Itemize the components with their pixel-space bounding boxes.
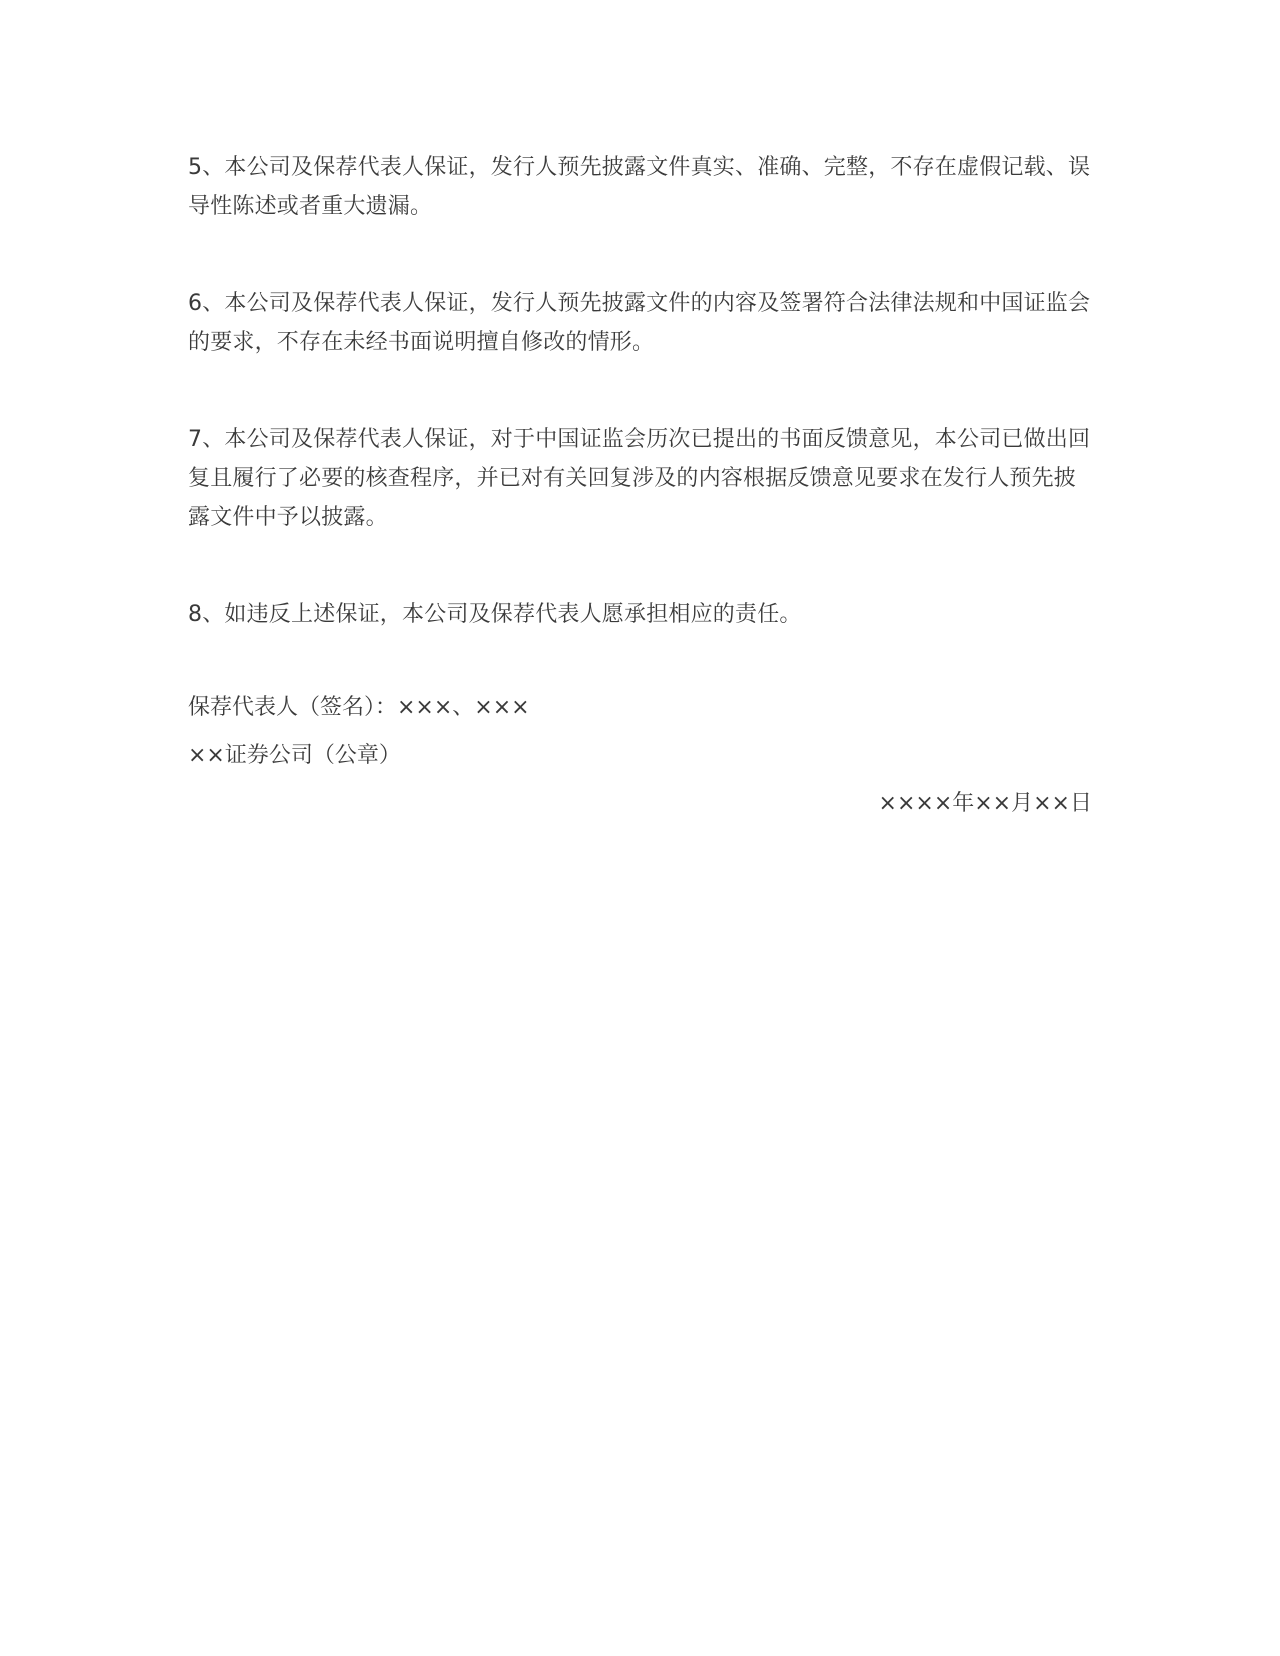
document-body <box>188 148 1092 842</box>
paragraph-7: 7、本公司及保荐代表人保证，对于中国证监会历次已提出的书面反馈意见，本公司已做出回复且履行了必要的核查程序，并已对有关回复涉及的内容根据反馈意见要求在发行人预先披露文件中予以披露。 <box>188 427 1091 530</box>
company-seal-line: ××证券公司（公章） <box>188 743 401 768</box>
paragraph-5: 5、本公司及保荐代表人保证，发行人预先披露文件真实、准确、完整，不存在虚假记载、误导性陈述或者重大遗漏。 <box>188 155 1091 219</box>
date-line: ××××年××月××日 <box>878 791 1092 816</box>
paragraph-8: 8、如违反上述保证，本公司及保荐代表人愿承担相应的责任。 <box>188 602 802 627</box>
representative-signature-line: 保荐代表人（签名）：×××、××× <box>188 695 530 720</box>
paragraph-6: 6、本公司及保荐代表人保证，发行人预先披露文件的内容及签署符合法律法规和中国证监会的要求，不存在未经书面说明擅自修改的情形。 <box>188 291 1091 355</box>
